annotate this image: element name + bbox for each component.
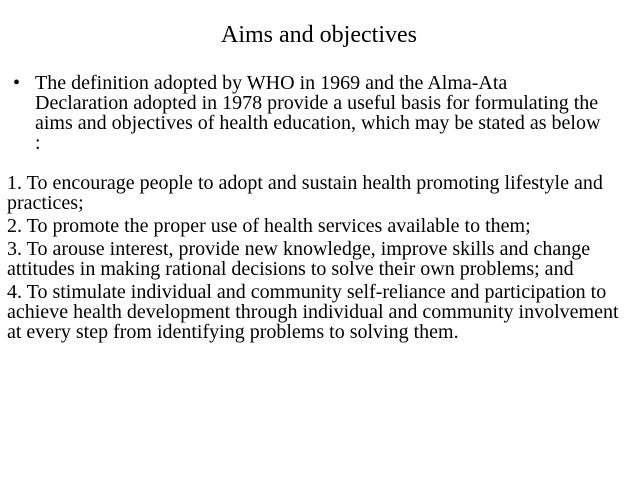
objective-item-2: 2. To promote the proper use of health services available to them; bbox=[7, 215, 531, 237]
slide-title: Aims and objectives bbox=[221, 22, 417, 48]
objectives-list bbox=[7, 173, 632, 345]
bullet-marker: • bbox=[13, 72, 21, 94]
intro-bullet bbox=[13, 72, 605, 154]
objective-item-4: 4. To stimulate individual and community self-reliance and participation to achieve health development through individual and community involvement at every step from identifying problems to solving them. bbox=[7, 281, 619, 343]
objective-item-1: 1. To encourage people to adopt and sustain health promoting lifestyle and practices; bbox=[7, 172, 603, 214]
intro-text: The definition adopted by WHO in 1969 and the Alma-Ata Declaration adopted in 1978 provide a useful basis for formulating the aims and objectives of health education, which may be stated as below : bbox=[35, 72, 601, 154]
objective-item-3: 3. To arouse interest, provide new knowledge, improve skills and change attitudes in making rational decisions to solve their own problems; and bbox=[7, 238, 591, 280]
